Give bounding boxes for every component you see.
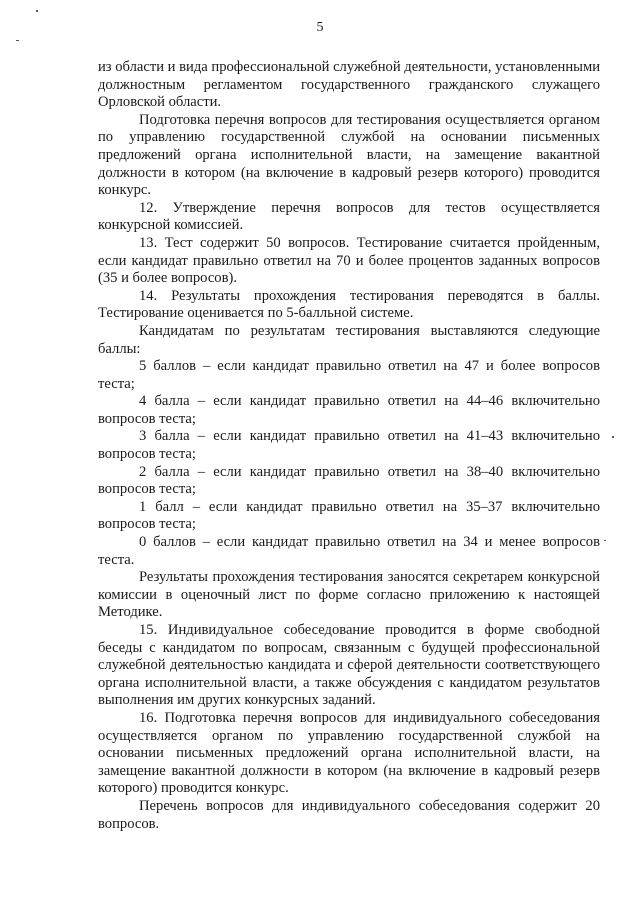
- paragraph-results-recording: Результаты прохождения тестирования заносятся секретарем конкурсной комиссии в оценочный лист по форме согласно приложению к настоящей Методике.: [98, 569, 600, 621]
- scan-speck: [36, 10, 38, 12]
- paragraph-item-13: 13. Тест содержит 50 вопросов. Тестирование считается пройденным, если кандидат правильно ответил на 70 и более процентов заданных вопросов (35 и более вопросов).: [98, 234, 600, 287]
- document-body: [98, 59, 600, 833]
- paragraph-score-2: 2 балла – если кандидат правильно ответил на 38–40 включительно вопросов теста;: [98, 463, 600, 498]
- paragraph-continuation: из области и вида профессиональной служебной деятельности, установленными должностным регламентом государственного гражданского служащего Орловской области.: [98, 59, 600, 111]
- paragraph-item-15: 15. Индивидуальное собеседование проводится в форме свободной беседы с кандидатом по вопросам, связанным с будущей профессиональной служебной деятельностью кандидата и сферой деятельности соответствующего органа исполнительной власти, а также обсуждения с кандидатом результатов выполнения им других конкурсных заданий.: [98, 622, 600, 709]
- paragraph-score-5: 5 баллов – если кандидат правильно ответил на 47 и более вопросов теста;: [98, 358, 600, 392]
- scan-speck: [612, 436, 614, 438]
- paragraph-score-1: 1 балл – если кандидат правильно ответил на 35–37 включительно вопросов теста;: [98, 498, 600, 533]
- paragraph-item-12: 12. Утверждение перечня вопросов для тестов осуществляется конкурсной комиссией.: [98, 199, 600, 234]
- paragraph-item-16: 16. Подготовка перечня вопросов для индивидуального собеседования осуществляется органом по управлению государственной службой на основании письменных предложений органа исполнительной власти, на замещение вакантной должности в котором (на включение в кадровый резерв которого) проводится конкурс.: [98, 709, 600, 797]
- scan-speck: [604, 540, 606, 541]
- paragraph-score-3: 3 балла – если кандидат правильно ответил на 41–43 включительно вопросов теста;: [98, 428, 600, 463]
- page-number: 5: [316, 20, 324, 35]
- paragraph-interview-questions-count: Перечень вопросов для индивидуального собеседования содержит 20 вопросов.: [98, 797, 600, 832]
- scan-speck: [16, 40, 19, 41]
- paragraph-score-0: 0 баллов – если кандидат правильно ответил на 34 и менее вопросов теста.: [98, 534, 600, 568]
- paragraph-score-4: 4 балла – если кандидат правильно ответил на 44–46 включительно вопросов теста;: [98, 393, 600, 427]
- paragraph-item-14: 14. Результаты прохождения тестирования переводятся в баллы. Тестирование оценивается по 5-балльной системе.: [98, 287, 600, 322]
- paragraph-question-list-preparation: Подготовка перечня вопросов для тестирования осуществляется органом по управлению государственной службой на основании письменных предложений органа исполнительной власти, на замещение вакантной должности в котором (на включение в кадровый резерв которого) проводится конкурс.: [98, 111, 600, 199]
- paragraph-scores-intro: Кандидатам по результатам тестирования выставляются следующие баллы:: [98, 322, 600, 357]
